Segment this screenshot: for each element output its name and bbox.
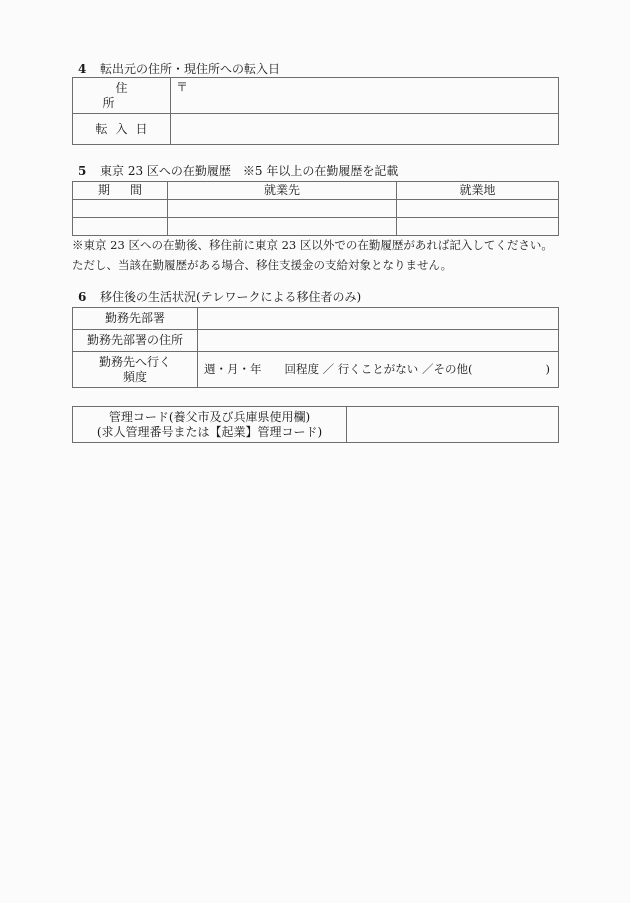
management-code-row xyxy=(73,407,559,443)
visit-frequency-close-paren: ) xyxy=(545,362,550,376)
work-location-field[interactable] xyxy=(397,200,559,218)
department-address-field[interactable] xyxy=(198,330,559,352)
department-label: 勤務先部署 xyxy=(73,308,198,330)
section-4-number: 4 xyxy=(78,62,87,76)
employment-history-note-1: ※東京 23 区への在勤後、移住前に東京 23 区以外での在勤履歴があれば記入してください。 xyxy=(72,238,553,252)
visit-frequency-row xyxy=(73,352,559,388)
move-in-date-label: 転入日 xyxy=(95,121,156,136)
living-status-table xyxy=(72,307,559,388)
visit-frequency-label-line2: 頻度 xyxy=(122,369,147,384)
work-location-field[interactable] xyxy=(397,218,559,236)
table-row xyxy=(73,200,559,218)
management-code-label-line2: (求人管理番号または【起業】管理コード) xyxy=(96,424,323,439)
table-row xyxy=(73,218,559,236)
department-field[interactable] xyxy=(198,308,559,330)
address-label: 住所 xyxy=(102,80,154,110)
employment-history-table xyxy=(72,181,559,236)
management-code-field[interactable] xyxy=(347,407,559,443)
period-field[interactable] xyxy=(73,218,168,236)
address-label-cell xyxy=(73,78,171,114)
move-in-date-row xyxy=(73,114,559,145)
management-code-table xyxy=(72,406,559,443)
visit-frequency-label-line1: 勤務先へ行く xyxy=(98,354,171,369)
address-field[interactable] xyxy=(171,78,559,114)
department-row xyxy=(73,308,559,330)
section-5-number: 5 xyxy=(78,164,87,178)
department-address-row xyxy=(73,330,559,352)
column-header-employer: 就業先 xyxy=(168,182,397,200)
department-address-label: 勤務先部署の住所 xyxy=(73,330,198,352)
column-header-period: 期間 xyxy=(73,182,168,200)
section-5-heading xyxy=(78,164,398,178)
management-code-label-line1: 管理コード(養父市及び兵庫県使用欄) xyxy=(108,409,311,424)
table-header-row xyxy=(73,182,559,200)
visit-frequency-field[interactable] xyxy=(198,352,559,388)
section-6-heading xyxy=(78,290,361,304)
column-header-work-location: 就業地 xyxy=(397,182,559,200)
section-4-title: 転出元の住所・現住所への転入日 xyxy=(100,62,281,76)
employer-field[interactable] xyxy=(168,200,397,218)
period-field[interactable] xyxy=(73,200,168,218)
section-6-number: 6 xyxy=(78,290,87,304)
address-row xyxy=(73,78,559,114)
visit-frequency-label xyxy=(73,352,198,388)
postal-mark-icon: 〒 xyxy=(176,80,189,94)
employer-field[interactable] xyxy=(168,218,397,236)
move-in-date-field[interactable] xyxy=(171,114,559,145)
visit-frequency-options: 週・月・年 回程度 ／ 行くことがない ／その他( xyxy=(204,362,473,376)
employment-history-note-2: ただし、当該在勤履歴がある場合、移住支援金の支給対象となりません。 xyxy=(72,258,453,272)
move-in-date-label-cell xyxy=(73,114,171,145)
section-4-table xyxy=(72,77,559,145)
section-4-heading xyxy=(78,62,280,76)
section-5-title: 東京 23 区への在勤履歴 ※5 年以上の在勤履歴を記載 xyxy=(100,164,399,178)
management-code-label xyxy=(73,407,347,443)
section-6-title: 移住後の生活状況(テレワークによる移住者のみ) xyxy=(100,290,362,304)
